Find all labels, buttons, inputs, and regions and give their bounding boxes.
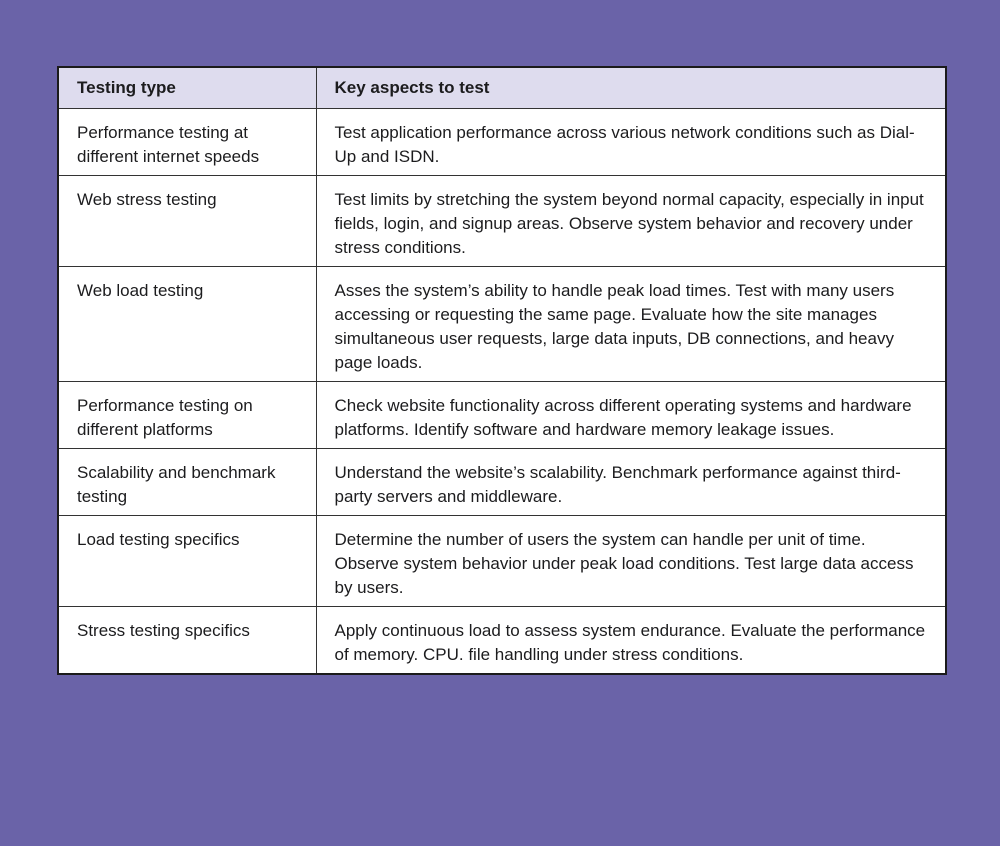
header-testing-type: Testing type: [58, 67, 316, 109]
testing-type-cell: Performance testing on different platforms: [58, 382, 316, 449]
key-aspects-cell: Asses the system’s ability to handle peak load times. Test with many users accessing or requesting the same page. Evaluate how the site manages simultaneous user requests, large data inputs, DB connections, and heavy page loads.: [316, 267, 946, 382]
key-aspects-cell: Understand the website’s scalability. Benchmark performance against third-party servers and middleware.: [316, 449, 946, 516]
table-row: [58, 267, 946, 382]
testing-type-cell: Load testing specifics: [58, 516, 316, 607]
table-row: [58, 607, 946, 675]
testing-types-table-wrapper: [57, 66, 947, 675]
key-aspects-cell: Test limits by stretching the system beyond normal capacity, especially in input fields, login, and signup areas. Observe system behavior and recovery under stress conditions.: [316, 176, 946, 267]
table-row: [58, 516, 946, 607]
table-header-row: [58, 67, 946, 109]
testing-type-cell: Web load testing: [58, 267, 316, 382]
testing-types-table: [57, 66, 947, 675]
table-row: [58, 449, 946, 516]
testing-type-cell: Performance testing at different internet speeds: [58, 109, 316, 176]
table-row: [58, 109, 946, 176]
key-aspects-cell: Test application performance across various network conditions such as Dial-Up and ISDN.: [316, 109, 946, 176]
testing-type-cell: Web stress testing: [58, 176, 316, 267]
testing-type-cell: Scalability and benchmark testing: [58, 449, 316, 516]
key-aspects-cell: Check website functionality across different operating systems and hardware platforms. Identify software and hardware memory leakage issues.: [316, 382, 946, 449]
header-key-aspects: Key aspects to test: [316, 67, 946, 109]
key-aspects-cell: Apply continuous load to assess system endurance. Evaluate the performance of memory. CPU. file handling under stress conditions.: [316, 607, 946, 675]
table-body: [58, 109, 946, 675]
testing-type-cell: Stress testing specifics: [58, 607, 316, 675]
table-row: [58, 382, 946, 449]
key-aspects-cell: Determine the number of users the system can handle per unit of time. Observe system behavior under peak load conditions. Test large data access by users.: [316, 516, 946, 607]
table-row: [58, 176, 946, 267]
